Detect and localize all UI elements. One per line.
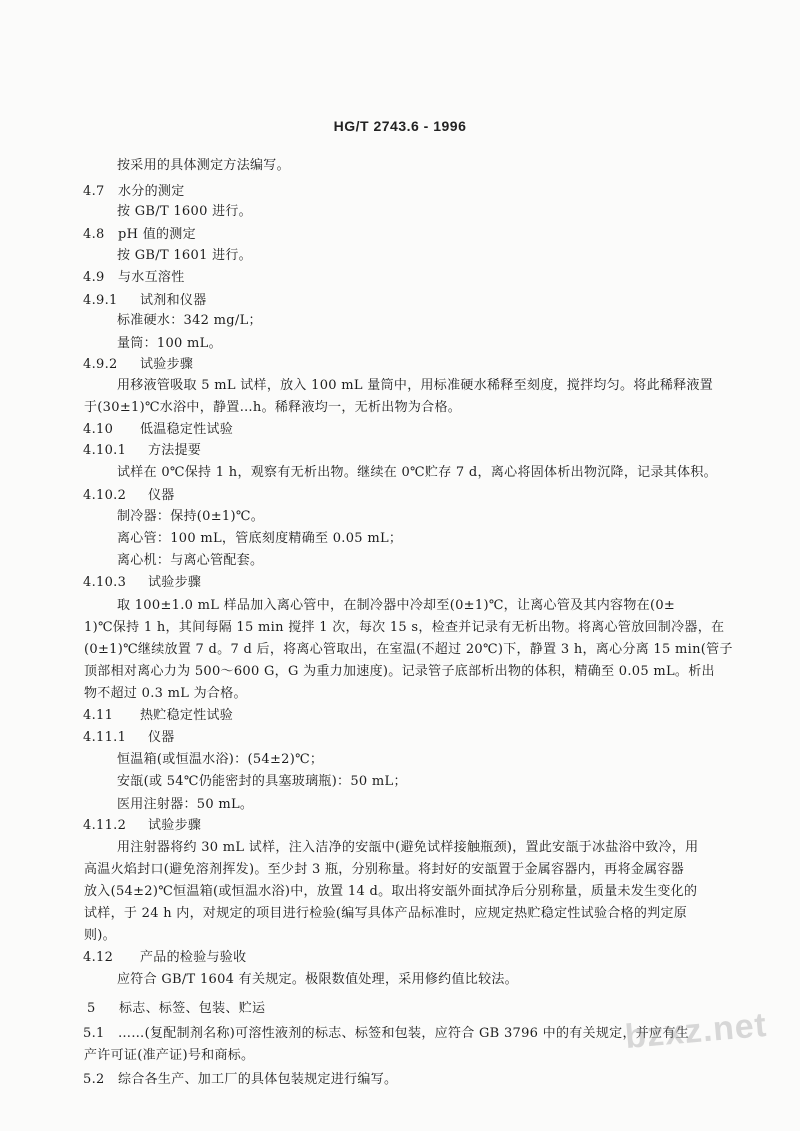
clause-title: ……(复配制剂名称)可溶性液剂的标志、标签和包装，应符合 GB 3796 中的有关规定，并应有生: [118, 1026, 689, 1041]
clause-number: 5: [87, 1001, 96, 1016]
clause-title: 低温稳定性试验: [140, 422, 234, 437]
clause-title: 试验步骤: [148, 575, 202, 590]
paragraph-text: 按 GB/T 1600 进行。: [117, 204, 252, 219]
paragraph-text: 按 GB/T 1601 进行。: [117, 248, 252, 263]
clause-number: 4.10: [83, 422, 114, 437]
paragraph-text: 安瓿(或 54℃仍能密封的具塞玻璃瓶)：50 mL；: [117, 774, 407, 789]
paragraph-text: 放入(54±2)℃恒温箱(或恒温水浴)中，放置 14 d。取出将安瓿外面拭净后分别称量，质量未发生变化的: [84, 884, 698, 899]
clause-number: 4.9.1: [83, 293, 118, 308]
clause-title: 热贮稳定性试验: [140, 708, 234, 723]
clause-number: 4.11: [83, 708, 114, 723]
clause-number: 5.2: [83, 1072, 105, 1087]
paragraph-text: (0±1)℃继续放置 7 d。7 d 后，将离心管取出，在室温(不超过 20℃)下，静置 3 h，离心分离 15 min(管子: [84, 642, 733, 657]
clause-title: 试剂和仪器: [140, 293, 207, 308]
clause-title: 与水互溶性: [118, 270, 185, 285]
paragraph-text: 制冷器：保持(0±1)℃。: [117, 509, 265, 524]
clause-number: 4.10.2: [83, 488, 127, 503]
clause-number: 4.11.1: [83, 730, 127, 745]
paragraph-text: 医用注射器：50 mL。: [117, 797, 254, 812]
clause-title: 方法提要: [148, 443, 202, 458]
paragraph-text: 应符合 GB/T 1604 有关规定。极限数值处理，采用修约值比较法。: [117, 972, 518, 987]
paragraph-text: 试样，于 24 h 内，对规定的项目进行检验(编写具体产品标准时，应规定热贮稳定性试验合格的判定原: [84, 906, 688, 921]
paragraph-text: 顶部相对离心力为 500～600 G，G 为重力加速度)。记录管子底部析出物的体积，精确至 0.05 mL。析出: [84, 664, 715, 679]
paragraph-text: 物不超过 0.3 mL 为合格。: [84, 686, 247, 701]
paragraph-text: 产许可证(准产证)号和商标。: [84, 1048, 255, 1063]
clause-title: 标志、标签、包装、贮运: [119, 1001, 266, 1016]
paragraph-text: 离心机：与离心管配套。: [117, 553, 264, 568]
paragraph-text: 取 100±1.0 mL 样品加入离心管中，在制冷器中冷却至(0±1)℃，让离心管及其内容物在(0±: [117, 598, 676, 613]
clause-number: 4.9.2: [83, 357, 118, 372]
clause-number: 4.12: [83, 950, 114, 965]
clause-title: 仪器: [148, 730, 175, 745]
clause-number: 4.8: [83, 227, 105, 242]
paragraph-text: 离心管：100 mL，管底刻度精确至 0.05 mL；: [117, 531, 403, 546]
clause-title: 水分的测定: [118, 184, 185, 199]
watermark: bzxz.net: [623, 1005, 769, 1057]
paragraph-text: 1)℃保持 1 h，其间每隔 15 min 搅拌 1 次，每次 15 s，检查并记录有无析出物。将离心管放回制冷器，在: [84, 620, 725, 635]
clause-title: 产品的检验与验收: [140, 950, 247, 965]
clause-title: pH 值的测定: [118, 227, 196, 242]
paragraph-text: 于(30±1)℃水浴中，静置…h。稀释液均一，无析出物为合格。: [84, 400, 462, 415]
paragraph-text: 恒温箱(或恒温水浴)：(54±2)℃；: [117, 752, 324, 767]
paragraph-text: 用移液管吸取 5 mL 试样，放入 100 mL 量筒中，用标准硬水稀释至刻度，搅拌均匀。将此稀释液置: [117, 378, 714, 393]
clause-title: 仪器: [148, 488, 175, 503]
paragraph-text: 高温火焰封口(避免溶剂挥发)。至少封 3 瓶，分别称量。将封好的安瓿置于金属容器内，再将金属容器: [84, 862, 685, 877]
clause-number: 4.11.2: [83, 818, 127, 833]
paragraph-text: 量筒：100 mL。: [117, 336, 222, 351]
paragraph-text: 按采用的具体测定方法编写。: [117, 158, 290, 173]
paragraph-text: 则)。: [84, 928, 116, 943]
clause-number: 4.9: [83, 270, 105, 285]
clause-number: 5.1: [83, 1026, 105, 1041]
clause-title: 综合各生产、加工厂的具体包装规定进行编写。: [118, 1072, 398, 1087]
clause-number: 4.7: [83, 184, 105, 199]
paragraph-text: 试样在 0℃保持 1 h，观察有无析出物。继续在 0℃贮存 7 d，离心将固体析出物沉降，记录其体积。: [117, 465, 717, 480]
paragraph-text: 用注射器将约 30 mL 试样，注入洁净的安瓿中(避免试样接触瓶颈)，置此安瓿于冰盐浴中致冷，用: [117, 840, 699, 855]
clause-number: 4.10.1: [83, 443, 127, 458]
page-header: HG/T 2743.6 - 1996: [333, 118, 467, 134]
clause-title: 试验步骤: [140, 357, 194, 372]
clause-number: 4.10.3: [83, 575, 127, 590]
clause-title: 试验步骤: [148, 818, 202, 833]
paragraph-text: 标准硬水：342 mg/L；: [117, 313, 262, 328]
